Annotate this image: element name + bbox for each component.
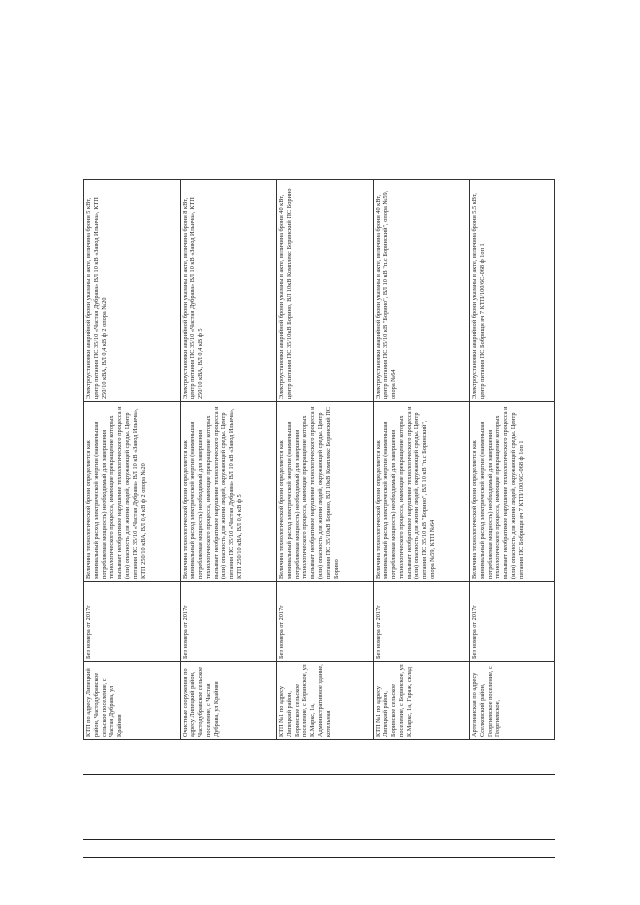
location-cell: Очистные сооружения по адресу Липецкий район, Частодубравское сельское поселение, с Частая Дубрава, ул Крайняя	[180, 662, 277, 740]
table-row	[180, 180, 277, 740]
emergency-reserve-cell: Электроустановки аварийной брони указаны в акте, величина брони 40 кВт, центр питания ПС 35/10 кВ "Борино", ВЛ 10 кВ "п.с Боринский", опора №59, опора №64	[373, 180, 470, 402]
table-row	[470, 180, 555, 740]
table-row	[84, 180, 181, 740]
horizontal-rule-middle	[83, 839, 555, 840]
horizontal-rule-bottom	[83, 857, 555, 858]
table-row	[373, 180, 470, 740]
technological-reserve-cell: Величина технологической брони определяется как минимальный расход электрической энергии (наименьшая потребляемая мощность) необходимый для завершения технологического процесса, имеющие прекращение которых вызывает необратимое нарушение технологического процесса и (или) опасность для жизни людей, окружающей среды. Центр питания ПС Бобрищи яч 7 КТП/100/6С-068 ф 1оп 1	[470, 402, 555, 582]
act-date-cell: Без номера от 2017г	[84, 582, 181, 662]
emergency-reserve-cell: Электроустановки аварийной брони указаны в акте, величина брони 8 кВт, центр питания ПС 35/10 «Частая Дубрава» ВЛ 10 кВ «Завод Ильича», КТП 250/10 кВА, ВЛ 0,4 кВ ф 5	[180, 180, 277, 402]
location-cell: КТП по адресу Липецкий район, Частодубравское сельское поселение, с Частая Дубрава, ул Крайняя	[84, 662, 181, 740]
location-cell: КТП №1 по адресу Липецкий район, Боринское сельское поселение, с Боринское, ул К.Маркс, 1а, Административное здание, котельная	[277, 662, 374, 740]
location-cell: Артезианская по адресу Сселковский район, Георгиевское поселение, с Георгиевское,	[470, 662, 555, 740]
technological-reserve-cell: Величина технологической брони определяется как минимальный расход электрической энергии (наименьшая потребляемая мощность) необходимый для завершения технологического процесса, имеющие прекращение которых вызывает необратимое нарушение технологического процесса и (или) опасность для жизни людей, окружающей среды. Центр питания ПС 35/10 «Частая Дубрава» ВЛ 10 кВ «Завод Ильича», КТП 250/10 кВА, ВЛ 0,4 кВ ф 2 опора №20	[84, 402, 181, 582]
emergency-reserve-cell: Электроустановки аварийной брони указаны в акте, величина брони 40 кВт, центр питания ПС 35/10кВ Борино, ВЛ 10кВ Комплекс Боринский ПС Борино	[277, 180, 374, 402]
act-date-cell: Без номера от 2017г	[180, 582, 277, 662]
emergency-reserve-table	[83, 179, 555, 740]
act-date-cell: Без номера от 2017г	[373, 582, 470, 662]
act-date-cell: Без номера от 2017г	[470, 582, 555, 662]
rotated-table-container	[83, 180, 555, 740]
act-date-cell: Без номера от 2017г	[277, 582, 374, 662]
technological-reserve-cell: Величина технологической брони определяется как минимальный расход электрической энергии (наименьшая потребляемая мощность) необходимый для завершения технологического процесса, имеющие прекращение которых вызывает необратимое нарушение технологического процесса и (или) опасность для жизни людей, окружающей среды. Центр питания ПС 35/10 кВ "Борино", ВЛ 10 кВ "п.с Боринский", опора №59, КТП №64	[373, 402, 470, 582]
horizontal-rule-top	[83, 774, 555, 775]
table-row	[277, 180, 374, 740]
emergency-reserve-cell: Электроустановки аварийной брони указаны в акте, величина брони 5 кВт, центр питания ПС 35/10 «Частая Дубрава» ВЛ 10 кВ «Завод Ильича», КТП 250/10 кВА, ВЛ 0,4 кВ ф 2 опора №20	[84, 180, 181, 402]
technological-reserve-cell: Величина технологической брони определяется как минимальный расход электрической энергии (наименьшая потребляемая мощность) необходимый для завершения технологического процесса, имеющие прекращение которых вызывает необратимое нарушение технологического процесса и (или) опасность для жизни людей, окружающей среды. Центр питания ПС 35/10 «Частая Дубрава» ВЛ 10 кВ «Завод Ильича», КТП 250/10 кВА, ВЛ 0,4 кВ ф 5	[180, 402, 277, 582]
emergency-reserve-cell: Электроустановки аварийной брони указаны в акте, величина брони 5.5 кВт, центр питания ПС Бобрищи яч 7 КТП/100/6С-068 ф 1оп 1	[470, 180, 555, 402]
technological-reserve-cell: Величина технологической брони определяется как минимальный расход электрической энергии (наименьшая потребляемая мощность) необходимый для завершения технологического процесса, имеющие прекращение которых вызывает необратимое нарушение технологического процесса и (или) опасность для жизни людей, окружающей среды. Центр питания ПС 35/10кВ Борино, ВЛ 10кВ Комплекс Боринский ПС Борино	[277, 402, 374, 582]
location-cell: КТП №1 по адресу Липецкий район, Боринское сельское поселение, с Боринское, ул К.Маркс, 1а, Гараж, склад	[373, 662, 470, 740]
